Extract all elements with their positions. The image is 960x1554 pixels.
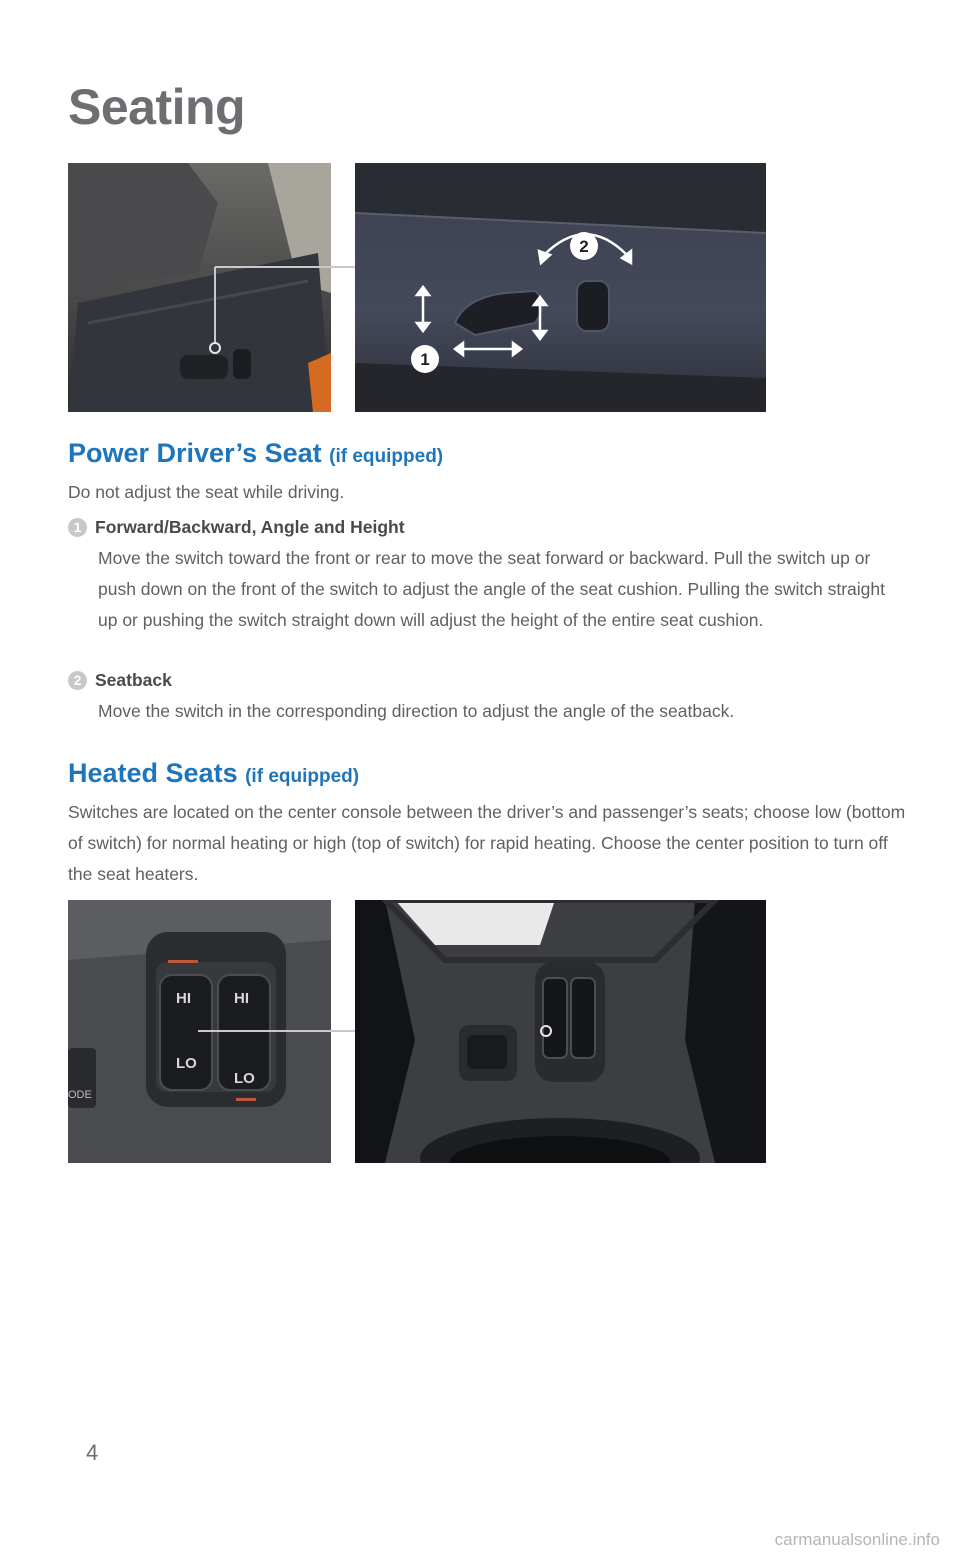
seat-overview-photo bbox=[68, 163, 331, 412]
page-number: 4 bbox=[86, 1440, 99, 1465]
lo-label: LO bbox=[176, 1055, 197, 1072]
power-seat-heading: Power Driver’s Seat (if equipped) bbox=[68, 438, 444, 468]
hi-label: HI bbox=[234, 990, 249, 1007]
heated-seats-heading: Heated Seats (if equipped) bbox=[68, 758, 360, 788]
item-body: Move the switch in the corresponding direction to adjust the angle of the seatback. bbox=[98, 701, 735, 721]
watermark: carmanualsonline.info bbox=[774, 1530, 940, 1549]
heater-switch-photo bbox=[68, 900, 331, 1163]
item-body: Move the switch toward the front or rear to move the seat forward or backward. Pull the switch up or push down on the front of the switch to adjust the angle of the seat cushion. Pulling the switch straight up or pushing the switch straight down will adjust the height of the entire seat cushion. bbox=[98, 548, 886, 630]
item-number-badge: 2 bbox=[68, 671, 87, 690]
heated-seats-body: Switches are located on the center console between the driver’s and passenger’s seats; choose low (bottom of switch) for normal heating or high (top of switch) for rapid heating. Choose the center position to turn off the seat heaters. bbox=[68, 802, 906, 884]
callout-1: 1 bbox=[420, 350, 430, 369]
callout-2: 2 bbox=[579, 237, 589, 256]
mode-label: ODE bbox=[68, 1089, 92, 1101]
list-item-seatback bbox=[68, 665, 908, 727]
item-number-badge: 1 bbox=[68, 518, 87, 537]
center-console-photo bbox=[355, 900, 766, 1163]
item-title: Forward/Backward, Angle and Height bbox=[95, 517, 405, 537]
hi-label: HI bbox=[176, 990, 191, 1007]
power-seat-intro: Do not adjust the seat while driving. bbox=[68, 482, 345, 502]
seat-switch-photo bbox=[355, 163, 766, 412]
item-title: Seatback bbox=[95, 670, 172, 690]
page-title: Seating bbox=[68, 79, 246, 135]
list-item-forward-backward bbox=[68, 512, 908, 636]
lo-label: LO bbox=[234, 1070, 255, 1087]
